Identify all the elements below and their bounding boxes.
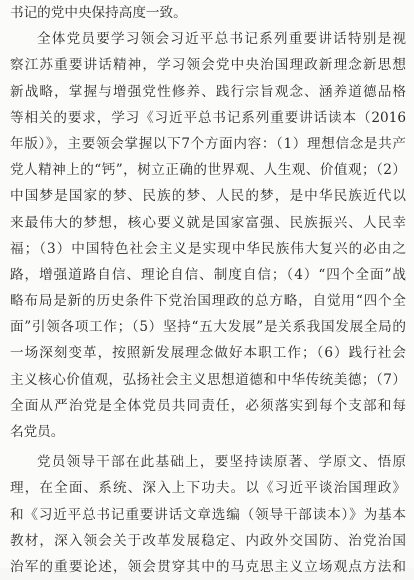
text-line: 理，在全面、系统、深入上下功夫。以《习近平谈治国理政》 [10,480,406,497]
text-line: 教材，深入领会关于改革发展稳定、内政外交国防、治党治国 [10,532,406,549]
text-line: 新战略，掌握与增强党性修养、践行宗旨观念、涵养道德品格 [10,83,406,100]
text-line: 名党员。 [10,424,65,440]
text-line: 路，增强道路自信、理论自信、制度自信；（4）“四个全面”战 [10,266,406,283]
text-line: 主义核心价值观，弘扬社会主义思想道德和中华传统美德；（7） [10,371,406,388]
text-line: 略布局是新的历史条件下党治国理政的总方略，自觉用“四个全 [10,293,406,310]
text-line: 全体党员要学习领会习近平总书记系列重要讲话特别是视 [37,31,406,48]
text-line: 和《习近平总书记重要讲话文章选编（领导干部读本）》为基本 [10,506,406,523]
text-line: 察江苏重要讲话精神，学习领会党中央治国理政新理念新思想 [10,57,406,74]
text-line: 治军的重要论述，领会贯穿其中的马克思主义立场观点方法和 [10,558,406,575]
text-line: 中国梦是国家的梦、民族的梦、人民的梦，是中华民族近代以 [10,188,406,205]
text-line: 党人精神上的“钙”，树立正确的世界观、人生观、价值观；（2） [10,162,406,179]
text-line: 福；（3）中国特色社会主义是实现中华民族伟大复兴的必由之 [10,240,406,257]
text-line: 书记的党中央保持高度一致。 [10,5,187,21]
text-line: 面”引领各项工作；（5）坚持“五大发展”是关系我国发展全局的 [10,319,406,336]
text-line: 党员领导干部在此基础上，要坚持读原著、学原文、悟原 [37,454,406,471]
text-line: 年版）》，主要领会掌握以下7个方面内容：（1）理想信念是共产 [10,135,406,152]
text-line: 全面从严治党是全体党员共同责任，必须落实到每个支部和每 [10,397,406,414]
text-line: 等相关的要求，学习《习近平总书记系列重要讲话读本（2016 [10,109,406,126]
document-body [10,0,406,580]
text-line: 来最伟大的梦想，核心要义就是国家富强、民族振兴、人民幸 [10,214,406,231]
text-line: 一场深刻变革，按照新发展理念做好本职工作；（6）践行社会 [10,345,406,362]
